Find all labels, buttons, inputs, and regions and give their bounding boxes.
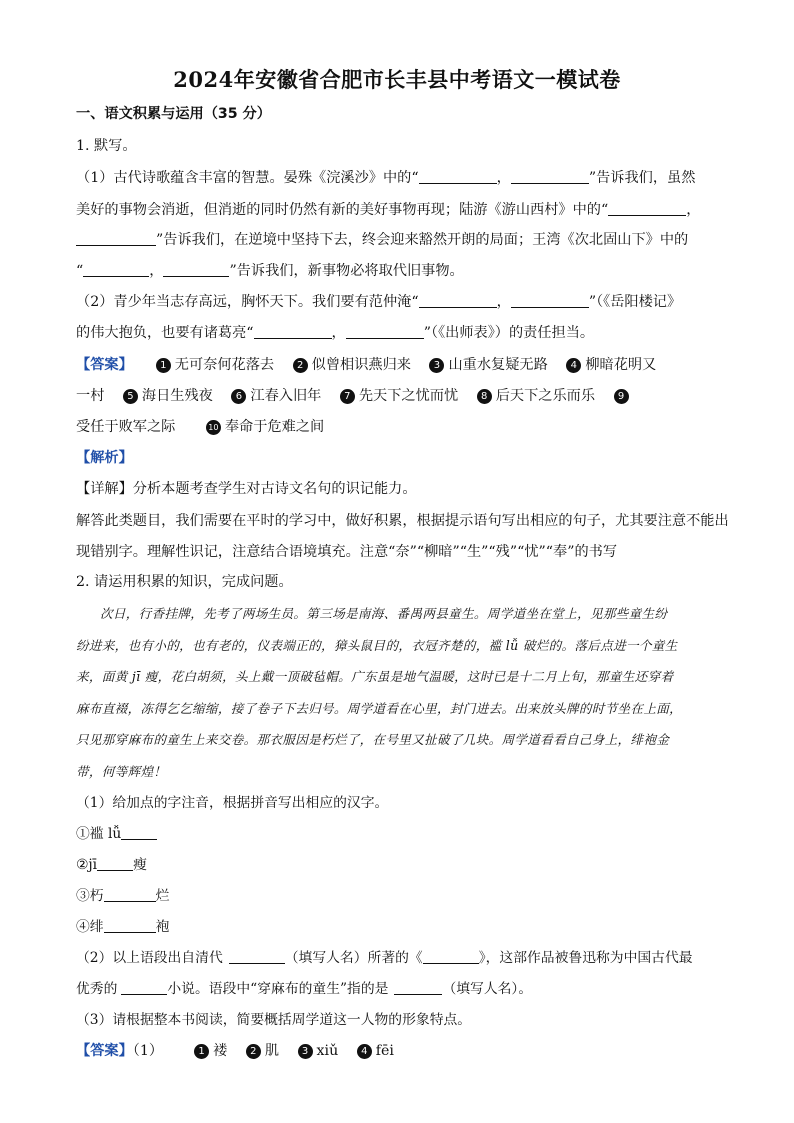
answer-blank [419, 169, 497, 184]
q1-answer-line1 [76, 355, 726, 375]
passage-line: 来，面黄 jī 瘦，花白胡须，头上戴一顶破毡帽。广东虽是地气温暖，这时已是十二月上旬，那童生还穿着 [76, 669, 674, 684]
answer-blank [104, 918, 156, 933]
answer-blank [97, 856, 133, 871]
answer-blank [419, 293, 497, 308]
answer-tag: 【答案】 [76, 1043, 133, 1059]
passage-line: 只见那穿麻布的童生上来交卷。那衣服因是朽烂了，在号里又扯破了几块。周学道看看自己身上，绯袍金 [76, 732, 670, 747]
subquestion-2-line1: （2）以上语段出自清代 （填写人名）所著的《 》，这部作品被鲁迅称为中国古代最 [76, 950, 693, 966]
passage-line: 麻布直裰，冻得乞乞缩缩，接了卷子下去归号。周学道看在心里，封门进去。出来放头牌的时节坐在上面， [76, 701, 683, 716]
passage-line: 纷进来，也有小的，也有老的，仪表端正的，獐头鼠目的，衣冠齐楚的，褴 lǚ 破烂的。落后点进一个童生 [76, 638, 678, 653]
fill-item-3: ③朽 烂 [76, 888, 170, 904]
answer-blank [511, 293, 589, 308]
answer-item: 3 xiǔ [298, 1041, 339, 1061]
detail-line1: 【详解】分析本题考查学生对古诗文名句的识记能力。 [76, 481, 417, 497]
answer-item: 9 [614, 386, 633, 406]
subquestion-2-line2: 优秀的 小说。语段中“穿麻布的童生”指的是 （填写人名）。 [76, 981, 533, 997]
q1-answer-line2: 一村 5 海日生残夜 6 江春入旧年 7 先天下之忧而忧 8 后天下之乐而乐 9 [76, 386, 726, 406]
fill-item-2: ②jī 瘦 [76, 857, 147, 873]
answer-blank [608, 201, 686, 216]
q1-part1-line4: “ ， ”告诉我们，新事物必将取代旧事物。 [76, 263, 464, 279]
answer-blank [511, 169, 589, 184]
passage-line: 带，何等辉煌！ [76, 764, 167, 779]
answer-blank [76, 231, 156, 246]
answer-blank [163, 262, 229, 277]
q1-part2-line2: 的伟大抱负，也要有诸葛亮“ ， ”（《出师表》）的责任担当。 [76, 325, 595, 341]
answer-item: 1 无可奈何花落去 [156, 355, 274, 375]
answer-blank [83, 262, 149, 277]
question-1-label: 1. 默写。 [76, 138, 137, 154]
q1-part2-line1: （2）青少年当志存高远，胸怀天下。我们要有范仲淹“ ， ”（《岳阳楼记》 [76, 294, 682, 310]
answer-blank [104, 887, 156, 902]
answer-blank [423, 949, 479, 964]
page-title: 2024年安徽省合肥市长丰县中考语文一模试卷 [173, 67, 621, 92]
passage-line: 次日，行香挂牌，先考了两场生员。第三场是南海、番禺两县童生。周学道坐在堂上，见那些童生纷 [100, 606, 668, 621]
fill-item-1: ①褴 lǚ [76, 824, 726, 844]
answer-blank [346, 324, 424, 339]
answer-item: 1 褛 [194, 1041, 227, 1061]
answer-item: 5 海日生残夜 [123, 386, 213, 406]
q1-part1-line2: 美好的事物会消逝，但消逝的同时仍然有新的美好事物再现；陆游《游山西村》中的“ ， [76, 202, 701, 218]
answer-tag: 【答案】 [76, 357, 133, 373]
answer-item: 4 柳暗花明又 [566, 355, 656, 375]
answer-item: 6 江春入旧年 [231, 386, 321, 406]
answer-blank [254, 324, 332, 339]
answer-item: 2 肌 [246, 1041, 279, 1061]
detail-line2: 解答此类题目，我们需要在平时的学习中，做好积累，根据提示语句写出相应的句子，尤其要注意不能出 [76, 513, 729, 529]
section-heading: 一、语文积累与运用（35 分） [76, 106, 271, 122]
answer-item: 4 fēi [357, 1041, 394, 1061]
q2-answer-line: 【答案】（1） 1 褛 2 肌 3 xiǔ 4 fēi [76, 1043, 394, 1059]
fill-item-4: ④绯 袍 [76, 919, 170, 935]
answer-item: 3 山重水复疑无路 [429, 355, 547, 375]
answer-item: 8 后天下之乐而乐 [477, 386, 595, 406]
detail-line3: 现错别字。理解性识记，注意结合语境填充。注意“奈”“柳暗”“生”“残”“忧”“奉”的书写 [76, 544, 618, 560]
subquestion-1: （1）给加点的字注音，根据拼音写出相应的汉字。 [76, 795, 389, 811]
answer-blank [121, 980, 167, 995]
q1-answer-line3: 受任于败军之际 10 奉命于危难之间 [76, 419, 325, 435]
question-2-label: 2. 请运用积累的知识，完成问题。 [76, 574, 293, 590]
answer-item: 2 似曾相识燕归来 [293, 355, 411, 375]
subquestion-3: （3）请根据整本书阅读，简要概括周学道这一人物的形象特点。 [76, 1012, 472, 1028]
answer-blank [121, 825, 157, 840]
answer-blank [394, 980, 442, 995]
answer-blank [229, 949, 285, 964]
q1-part1-line1: （1）古代诗歌蕴含丰富的智慧。晏殊《浣溪沙》中的“ ， ”告诉我们，虽然 [76, 170, 696, 186]
analysis-tag: 【解析】 [76, 450, 133, 466]
answer-item: 10 奉命于危难之间 [206, 417, 324, 437]
q1-part1-line3: ”告诉我们，在逆境中坚持下去，终会迎来豁然开朗的局面；王湾《次北固山下》中的 [76, 230, 726, 250]
answer-item: 7 先天下之忧而忧 [340, 386, 458, 406]
